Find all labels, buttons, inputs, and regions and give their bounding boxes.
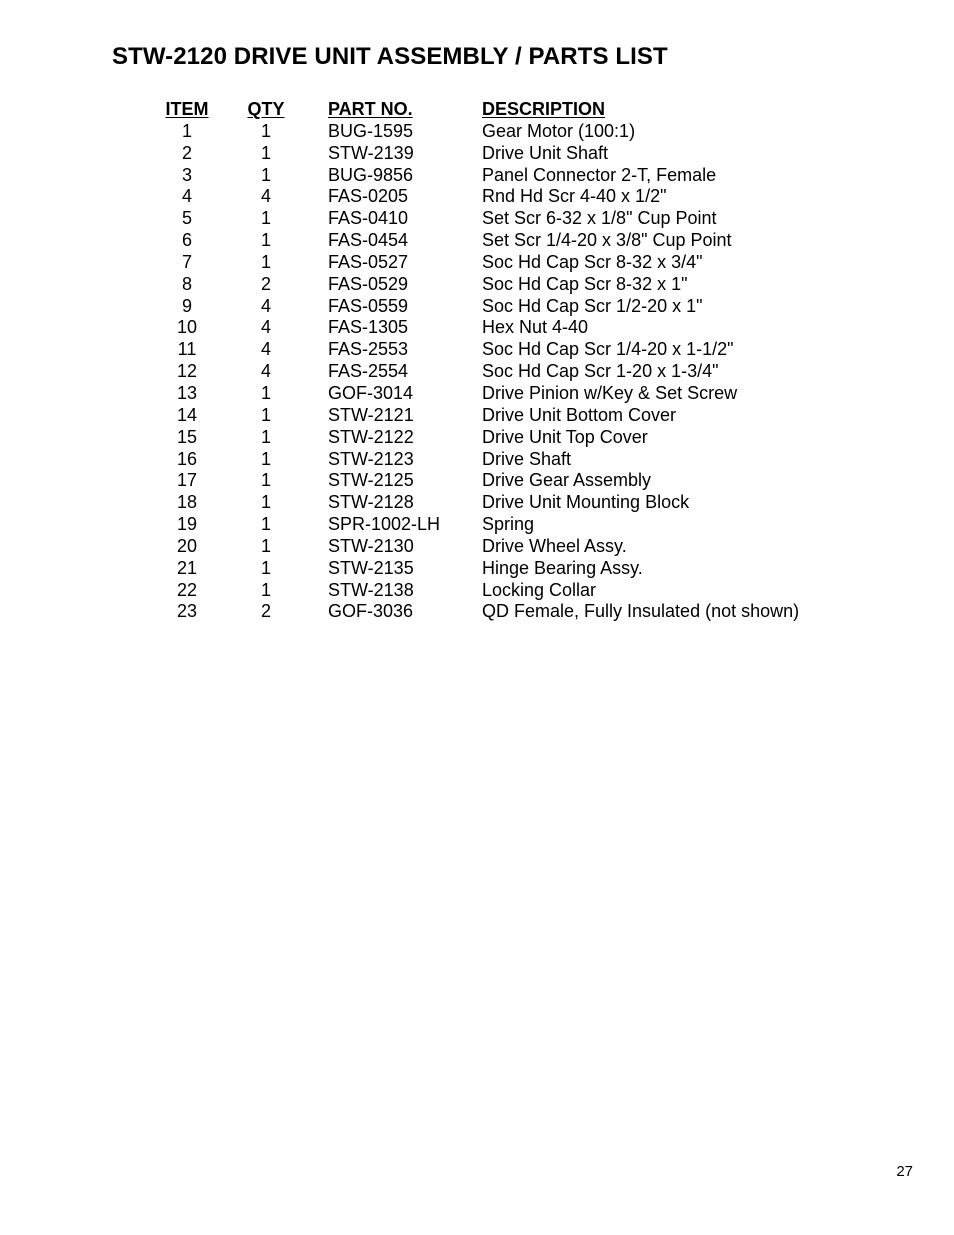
qty-cell: 1 [260,426,271,447]
item-column-header: ITEM [165,99,209,119]
description-cell: Drive Unit Mounting Block [482,492,690,513]
table-row [0,449,954,471]
description-cell: Set Scr 1/4-20 x 3/8" Cup Point [482,230,732,251]
parts-list-table [0,99,954,623]
item-cell: 12 [176,361,198,382]
description-cell: Drive Gear Assembly [482,470,652,491]
qty-cell: 1 [260,579,271,600]
part-no-cell: FAS-0454 [328,230,409,251]
item-cell: 3 [181,164,192,185]
description-cell: Set Scr 6-32 x 1/8" Cup Point [482,208,717,229]
qty-cell: 4 [260,361,271,382]
qty-cell: 4 [260,295,271,316]
part-no-cell: FAS-0529 [328,273,409,294]
part-no-cell: BUG-1595 [328,120,414,141]
table-row [0,536,954,558]
table-row [0,514,954,536]
description-cell: QD Female, Fully Insulated (not shown) [482,601,800,622]
description-cell: Drive Shaft [482,448,572,469]
qty-cell: 1 [260,448,271,469]
description-cell: Soc Hd Cap Scr 8-32 x 3/4" [482,251,703,272]
table-row [0,296,954,318]
qty-cell: 1 [260,404,271,425]
item-cell: 4 [181,186,192,207]
description-cell: Rnd Hd Scr 4-40 x 1/2" [482,186,667,207]
table-row [0,252,954,274]
part-no-cell: GOF-3014 [328,382,414,403]
item-cell: 15 [176,426,198,447]
part-no-cell: STW-2121 [328,404,414,425]
item-cell: 9 [181,295,192,316]
description-cell: Soc Hd Cap Scr 1/2-20 x 1" [482,295,703,316]
description-cell: Gear Motor (100:1) [482,120,636,141]
table-row [0,317,954,339]
qty-cell: 4 [260,339,271,360]
qty-cell: 4 [260,186,271,207]
item-cell: 22 [176,579,198,600]
qty-cell: 1 [260,470,271,491]
qty-cell: 1 [260,251,271,272]
part-no-cell: FAS-2554 [328,361,409,382]
table-row [0,492,954,514]
description-cell: Soc Hd Cap Scr 1/4-20 x 1-1/2" [482,339,734,360]
qty-cell: 1 [260,382,271,403]
item-cell: 21 [176,557,198,578]
item-cell: 14 [176,404,198,425]
table-row [0,405,954,427]
qty-cell: 1 [260,492,271,513]
table-row [0,361,954,383]
part-no-cell: SPR-1002-LH [328,514,441,535]
table-row [0,470,954,492]
table-row [0,558,954,580]
table-row [0,230,954,252]
part-no-cell: STW-2125 [328,470,414,491]
part-no-cell: STW-2138 [328,579,414,600]
description-column-header: DESCRIPTION [482,99,606,119]
qty-cell: 4 [260,317,271,338]
item-cell: 20 [176,535,198,556]
qty-cell: 1 [260,230,271,251]
item-cell: 2 [181,142,192,163]
page-title: STW-2120 DRIVE UNIT ASSEMBLY / PARTS LIST [112,43,668,70]
item-cell: 19 [176,514,198,535]
item-cell: 23 [176,601,198,622]
part-no-cell: FAS-0410 [328,208,409,229]
qty-column-header: QTY [247,99,285,119]
part-no-cell: FAS-0527 [328,251,409,272]
qty-cell: 1 [260,142,271,163]
table-row [0,121,954,143]
table-row [0,580,954,602]
item-cell: 13 [176,382,198,403]
page-number: 27 [896,1163,913,1180]
part-no-cell: GOF-3036 [328,601,414,622]
item-cell: 6 [181,230,192,251]
table-row [0,601,954,623]
qty-cell: 1 [260,535,271,556]
qty-cell: 1 [260,120,271,141]
description-cell: Drive Unit Top Cover [482,426,648,447]
part-no-cell: STW-2128 [328,492,414,513]
description-cell: Drive Wheel Assy. [482,535,627,556]
qty-cell: 1 [260,514,271,535]
item-cell: 18 [176,492,198,513]
table-row [0,208,954,230]
description-cell: Drive Unit Bottom Cover [482,404,677,425]
table-row [0,274,954,296]
table-row [0,427,954,449]
part-no-cell: STW-2123 [328,448,414,469]
item-cell: 7 [181,251,192,272]
description-cell: Panel Connector 2-T, Female [482,164,717,185]
item-cell: 17 [176,470,198,491]
description-cell: Spring [482,514,535,535]
qty-cell: 1 [260,164,271,185]
table-header-row [0,99,954,121]
part-no-cell: STW-2139 [328,142,414,163]
part-no-cell: FAS-0559 [328,295,409,316]
description-cell: Soc Hd Cap Scr 8-32 x 1" [482,273,688,294]
part-no-cell: FAS-0205 [328,186,409,207]
description-cell: Drive Pinion w/Key & Set Screw [482,382,738,403]
table-row [0,383,954,405]
table-row [0,339,954,361]
description-cell: Drive Unit Shaft [482,142,609,163]
qty-cell: 2 [260,601,271,622]
item-cell: 8 [181,273,192,294]
description-cell: Hinge Bearing Assy. [482,557,643,578]
part-no-cell: FAS-2553 [328,339,409,360]
table-row [0,186,954,208]
part-no-cell: FAS-1305 [328,317,409,338]
part-no-cell: STW-2130 [328,535,414,556]
table-row [0,165,954,187]
description-cell: Hex Nut 4-40 [482,317,589,338]
qty-cell: 1 [260,557,271,578]
item-cell: 1 [181,120,192,141]
table-row [0,143,954,165]
part-no-column-header: PART NO. [328,99,413,119]
item-cell: 5 [181,208,192,229]
qty-cell: 2 [260,273,271,294]
description-cell: Locking Collar [482,579,597,600]
description-cell: Soc Hd Cap Scr 1-20 x 1-3/4" [482,361,719,382]
part-no-cell: STW-2122 [328,426,414,447]
item-cell: 16 [176,448,198,469]
part-no-cell: BUG-9856 [328,164,414,185]
item-cell: 10 [176,317,198,338]
part-no-cell: STW-2135 [328,557,414,578]
item-cell: 11 [177,339,197,360]
qty-cell: 1 [260,208,271,229]
